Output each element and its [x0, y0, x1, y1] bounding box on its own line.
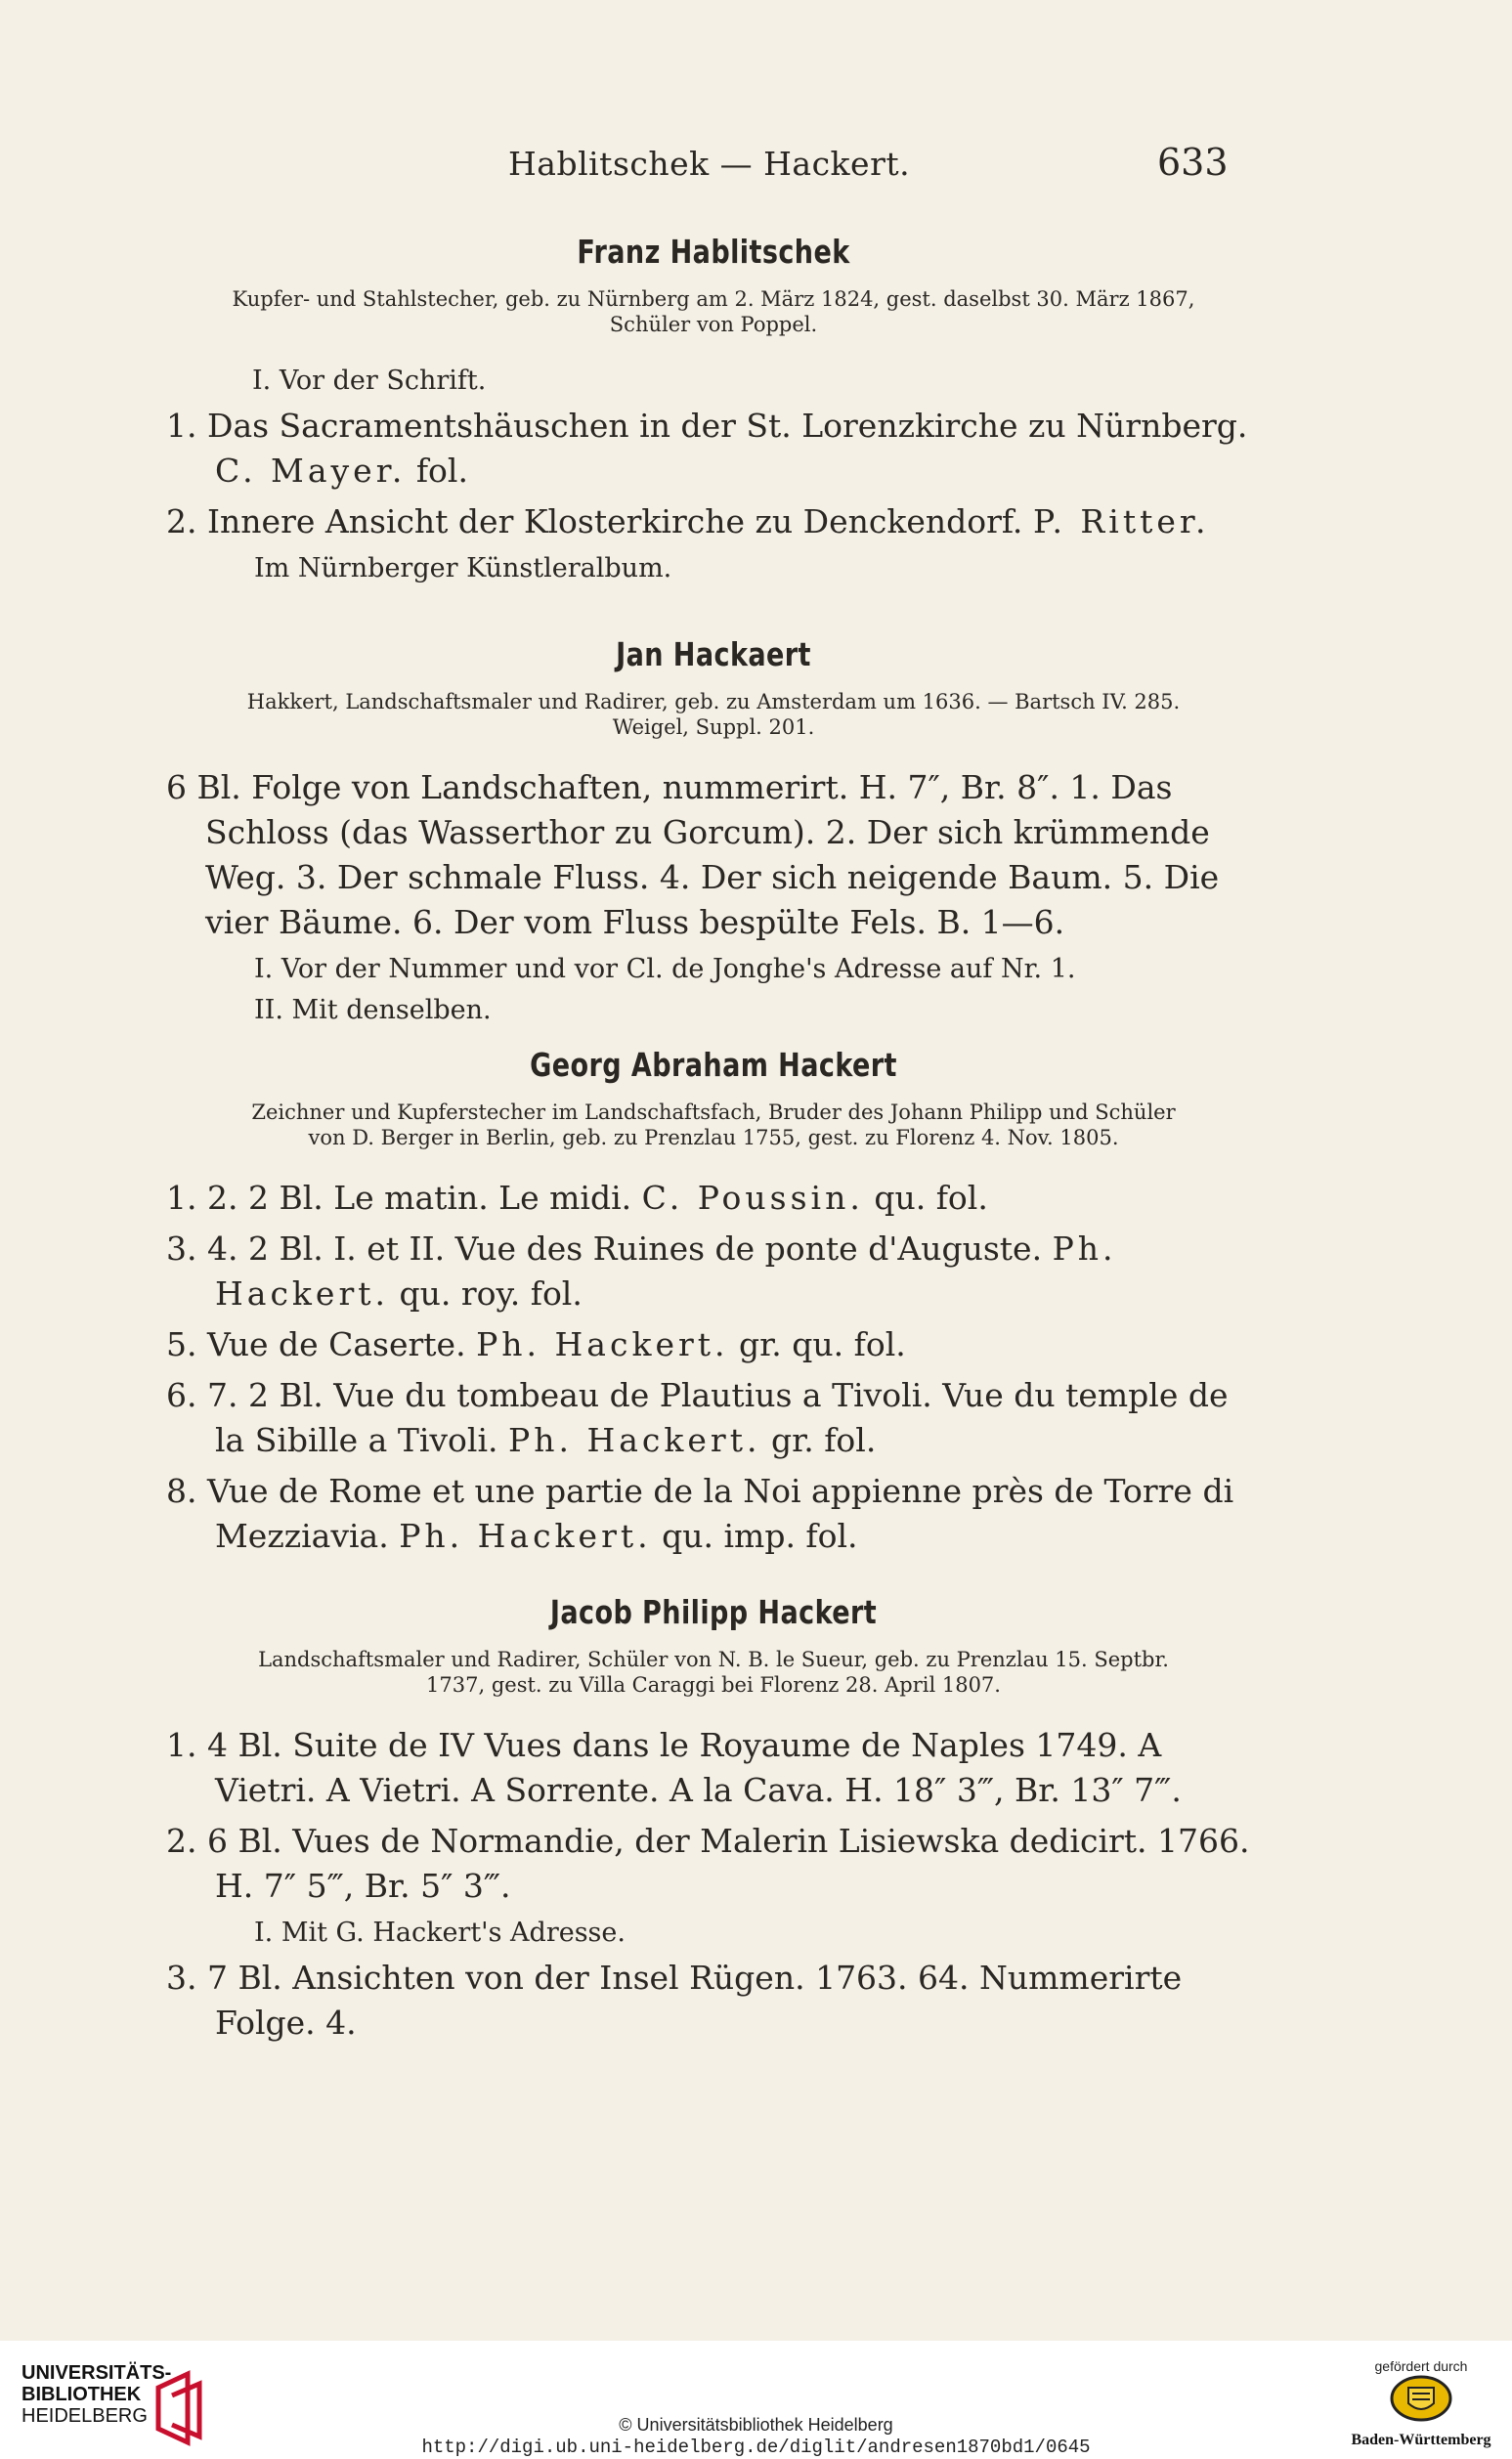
entry-artist: C. Mayer. [215, 452, 407, 490]
entry-format: gr. qu. fol. [728, 1325, 906, 1363]
catalog-entry [166, 1373, 1261, 1463]
state-note: I. Vor der Schrift. [252, 366, 487, 396]
artist-name: Jacob Philipp Hackert [549, 1593, 878, 1631]
state-note: I. Vor der Nummer und vor Cl. de Jonghe's Adresse auf Nr. 1. [254, 954, 1076, 984]
bio-line: Kupfer- und Stahlstecher, geb. zu Nürnberg am 2. März 1824, gest. daselbst 30. März 1867, [232, 287, 1195, 311]
bio-line: 1737, gest. zu Villa Caraggi bei Florenz 28. April 1807. [426, 1673, 1001, 1697]
section-hablitschek [166, 233, 1261, 591]
entry-number: 6. 7. [166, 1376, 238, 1414]
entry-number: 3. 4. [166, 1230, 238, 1268]
artist-bio [166, 1647, 1261, 1698]
catalog-entry [166, 404, 1261, 494]
entry-number: 5. [166, 1325, 197, 1363]
bio-line: Schüler von Poppel. [609, 313, 818, 336]
entry-artist: Ph. Hackert. [215, 1230, 1117, 1313]
section-jan-hackaert [166, 635, 1261, 1033]
digitization-footer [0, 2341, 1512, 2459]
entry-number: 8. [166, 1472, 197, 1510]
artist-name: Franz Hablitschek [577, 233, 850, 271]
entry-artist: Ph. Hackert. [508, 1421, 761, 1459]
permalink[interactable]: http://digi.ub.uni-heidelberg.de/diglit/andresen1870bd1/0645 [421, 2437, 1091, 2458]
entry-format: qu. fol. [863, 1179, 988, 1217]
artist-name: Jan Hackaert [616, 635, 811, 673]
section-jacob-philipp-hackert [166, 1593, 1261, 2051]
bio-line: Zeichner und Kupferstecher im Landschaftsfach, Bruder des Johann Philipp und Schüler [251, 1100, 1176, 1124]
catalog-entry [166, 499, 1261, 544]
entry-artist: Ph. Hackert. [399, 1517, 652, 1555]
bio-line: Landschaftsmaler und Radirer, Schüler von N. B. le Sueur, geb. zu Prenzlau 15. Septbr. [258, 1648, 1169, 1671]
catalog-entry [166, 1956, 1261, 2046]
entry-artist: P. Ritter. [1032, 502, 1210, 540]
entry-note: Im Nürnberger Künstleralbum. [254, 553, 672, 583]
section-georg-abraham-hackert [166, 1046, 1261, 1565]
catalog-entry: 6 Bl. Folge von Landschaften, nummerirt. H. 7″, Br. 8″. 1. Das Schloss (das Wasserthor zu Gorcum). 2. Der sich krümmende Weg. 3. Der schmale Fluss. 4. Der sich neigende Baum. 5. Die vier Bäume. 6. Der vom Fluss bespülte Fels. B. 1—6. [166, 768, 1220, 941]
bio-line: Weigel, Suppl. 201. [612, 715, 815, 739]
entry-format: qu. roy. fol. [389, 1274, 583, 1313]
entry-artist: C. Poussin. [641, 1179, 864, 1217]
entry-text: Vue de Caserte. [207, 1325, 466, 1363]
catalog-entry [166, 1723, 1261, 1813]
page-number: 633 [1157, 141, 1229, 184]
entry-text: 6 Bl. Vues de Normandie, der Malerin Lisiewska dedicirt. 1766. H. 7″ 5‴, Br. 5″ 3‴. [207, 1822, 1250, 1905]
artist-bio [166, 1100, 1261, 1150]
bio-line: Hakkert, Landschaftsmaler und Radirer, geb. zu Amsterdam um 1636. — Bartsch IV. 285. [246, 690, 1181, 713]
entry-text: 2 Bl. Le matin. Le midi. [247, 1179, 632, 1217]
entry-text: Innere Ansicht der Klosterkirche zu Denckendorf. [207, 502, 1023, 540]
entry-text: Das Sacramentshäuschen in der St. Lorenzkirche zu Nürnberg. [207, 407, 1248, 445]
entry-number: 1. 2. [166, 1179, 238, 1217]
entry-number: 1. [166, 1726, 197, 1764]
sponsor-name: Baden-Württemberg [1351, 2432, 1491, 2448]
entry-format: fol. [406, 452, 468, 490]
library-name-line: UNIVERSITÄTS- [22, 2362, 172, 2384]
catalog-entry [166, 1819, 1261, 1909]
page-header [0, 141, 1512, 194]
entry-number: 2. [166, 502, 197, 540]
catalog-entry [166, 1469, 1261, 1559]
entry-text: 2 Bl. I. et II. Vue des Ruines de ponte d'Auguste. [247, 1230, 1043, 1268]
state-note: I. Mit G. Hackert's Adresse. [254, 1918, 626, 1948]
entry-number: 3. [166, 1959, 197, 1997]
library-name-line: BIBLIOTHEK [22, 2384, 142, 2405]
entry-text: 2 Bl. Vue du tombeau de Plautius a Tivoli. Vue du temple de la Sibille a Tivoli. [215, 1376, 1229, 1459]
entry-number: 2. [166, 1822, 197, 1860]
running-title: Hablitschek — Hackert. [508, 145, 911, 183]
entry-text: Vue de Rome et une partie de la Noi appienne près de Torre di Mezziavia. [207, 1472, 1234, 1555]
entry-number: 1. [166, 407, 197, 445]
entry-artist: Ph. Hackert. [476, 1325, 729, 1363]
baden-wuerttemberg-crest-icon [1387, 2374, 1455, 2423]
state-note: II. Mit denselben. [254, 995, 492, 1025]
library-name-line: HEIDELBERG [22, 2405, 148, 2427]
artist-bio [166, 286, 1261, 337]
catalog-entry [166, 1227, 1261, 1316]
catalog-entry [166, 1322, 1261, 1367]
sponsor-label: gefördert durch [1374, 2358, 1468, 2374]
entry-text: 7 Bl. Ansichten von der Insel Rügen. 1763. 64. Nummerirte Folge. 4. [207, 1959, 1183, 2042]
copyright-notice: © Universitätsbibliothek Heidelberg [619, 2415, 893, 2435]
entry-format: gr. fol. [760, 1421, 877, 1459]
artist-name: Georg Abraham Hackert [530, 1046, 897, 1084]
entry-text: 4 Bl. Suite de IV Vues dans le Royaume de Naples 1749. A Vietri. A Vietri. A Sorrente. A la Cava. H. 18″ 3‴, Br. 13″ 7‴. [207, 1726, 1182, 1809]
bio-line: von D. Berger in Berlin, geb. zu Prenzlau 1755, gest. zu Florenz 4. Nov. 1805. [308, 1126, 1119, 1149]
entry-format: qu. imp. fol. [651, 1517, 858, 1555]
sponsor-badge [1348, 2358, 1494, 2449]
catalog-entry [166, 1176, 1261, 1221]
artist-bio [166, 689, 1261, 740]
